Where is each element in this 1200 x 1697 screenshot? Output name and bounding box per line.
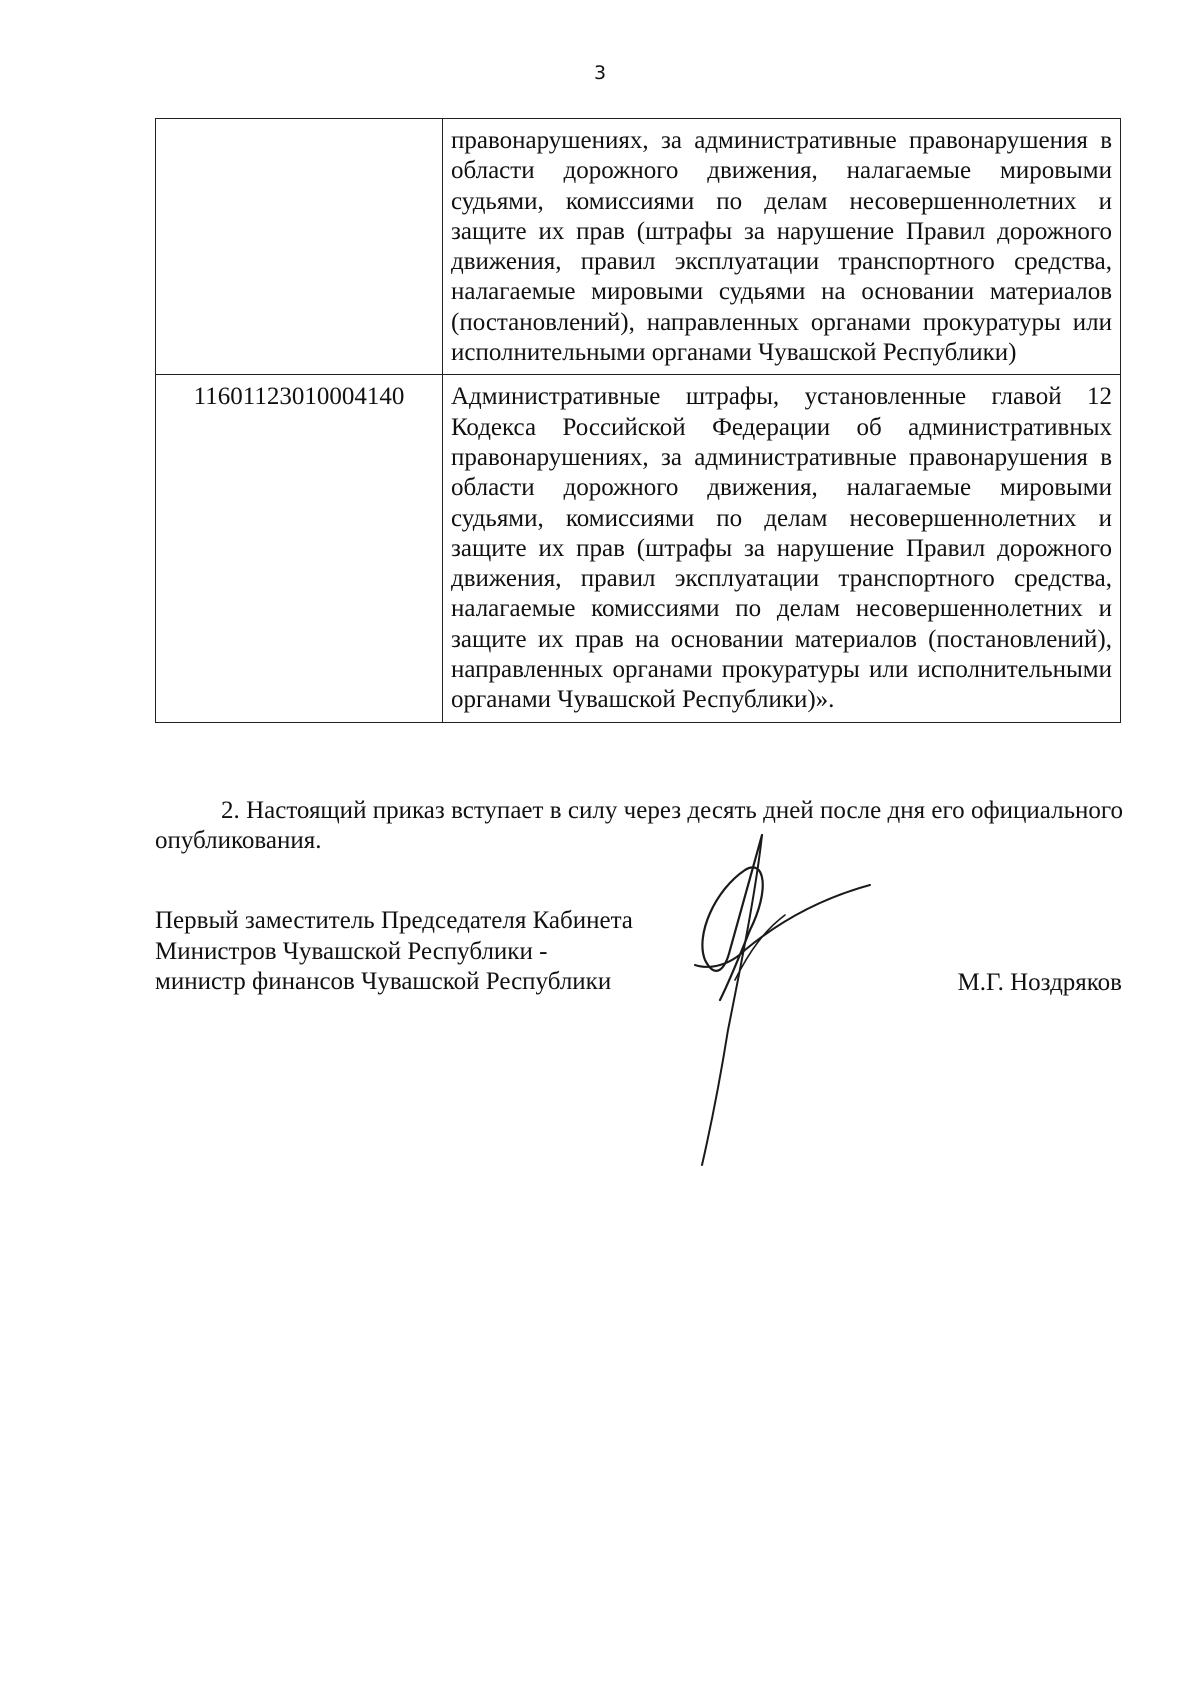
handwritten-signature (690, 830, 890, 1170)
signatory-name: М.Г. Ноздряков (957, 969, 1122, 996)
code-cell: 11601123010004140 (156, 375, 443, 722)
description-cell: Административные штрафы, установленные главой 12 Кодекса Российской Федерации об административных правонарушениях, за административные правонарушения в области дорожного движения, налагаемые мировыми судьями, комиссиями по делам несовершеннолетних и защите их прав (штрафы за нарушение Правил дорожного движения, правил эксплуатации транспортного средства, налагаемые комиссиями по делам несовершеннолетних и защите их прав на основании материалов (постановлений), направленных органами прокуратуры или исполнительными органами Чувашской Республики)». (443, 375, 1121, 722)
table-row (156, 119, 1121, 375)
signatory-title-line: Министров Чувашской Республики - (155, 937, 548, 965)
signatory-title-line: министр финансов Чувашской Республики (155, 968, 612, 995)
budget-codes-table (155, 118, 1121, 723)
signatory-title-line: Первый заместитель Председателя Кабинета (155, 907, 633, 934)
code-cell (156, 119, 443, 375)
description-cell: правонарушениях, за административные правонарушения в области дорожного движения, налагаемые мировыми судьями, комиссиями по делам несовершеннолетних и защите их прав (штрафы за нарушение Правил дорожного движения, правил эксплуатации транспортного средства, налагаемые мировыми судьями на основании материалов (постановлений), направленных органами прокуратуры или исполнительными органами Чувашской Республики) (443, 119, 1121, 375)
effective-date-paragraph: 2. Настоящий приказ вступает в силу через десять дней после дня его официального опубликования. (155, 797, 1123, 854)
table-row (156, 375, 1121, 722)
signatory-title (155, 906, 633, 998)
page-number: 3 (593, 62, 607, 84)
